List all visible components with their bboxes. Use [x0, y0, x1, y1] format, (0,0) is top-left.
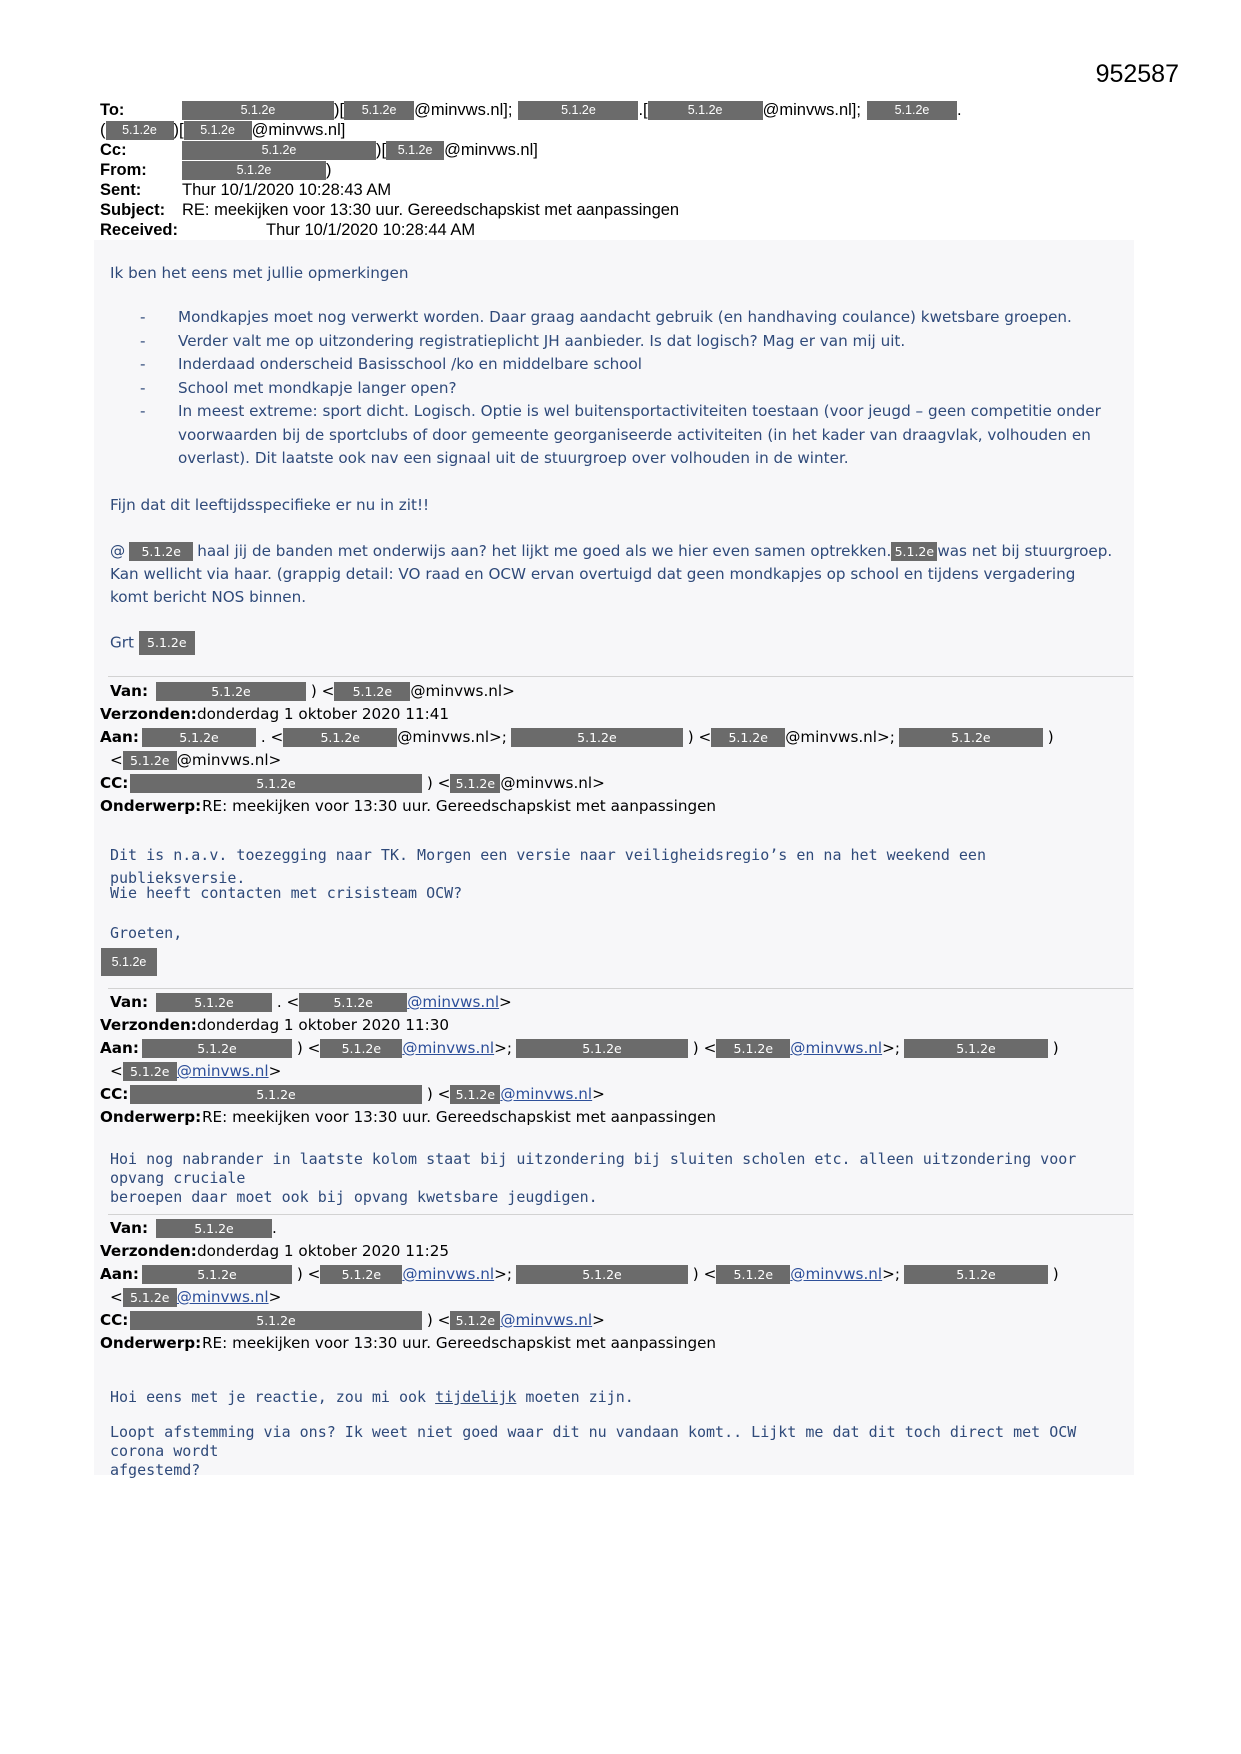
redacted-block: 5.1.2e [648, 101, 763, 120]
onderwerp-value: RE: meekijken voor 13:30 uur. Gereedschapskist met aanpassingen [202, 1334, 717, 1352]
van-label: Van: [110, 682, 149, 700]
redacted-block: 5.1.2e [139, 631, 195, 655]
bracket-text: ) < [682, 728, 712, 746]
bracket-text: < [110, 751, 123, 769]
email-link[interactable]: @minvws.nl [790, 1039, 883, 1057]
list-item: - In meest extreme: sport dicht. Logisch. Optie is wel buitensportactiviteiten toestaan (voor jeugd – geen competitie onder voorwaarden bij de sportclubs of door gemeente georganiseerde activiteiten (in het kader van draagvlak, volhouden en overlast). Dit laatste ook nav een signaal uit de stuurgroep over volhouden in de winter. [140, 402, 1101, 467]
to-domain: @minvws.nl]; [414, 101, 513, 119]
redacted-block: 5.1.2e [142, 1265, 292, 1284]
bracket-text: ) [1047, 1265, 1059, 1283]
verzonden-value: donderdag 1 oktober 2020 11:25 [197, 1242, 450, 1260]
bracket-text: > [268, 1062, 282, 1080]
redacted-block: 5.1.2e [320, 1265, 402, 1284]
period-text: . [956, 101, 962, 119]
redacted-block: 5.1.2e [904, 1265, 1048, 1284]
received-label: Received: [100, 221, 178, 239]
msg4-body [110, 1423, 1130, 1480]
bracket-text: >; [494, 1039, 512, 1057]
to-row [100, 100, 1160, 120]
msg1-bullet-list [140, 306, 1130, 471]
email-link[interactable]: @minvws.nl [790, 1265, 883, 1283]
aan-label: Aan: [100, 1039, 139, 1057]
list-item: - Verder valt me op uitzondering registratieplicht JH aanbieder. Is dat logisch? Mag er van mij uit. [140, 331, 906, 350]
redacted-block: 5.1.2e [156, 993, 272, 1012]
at-sign: @ [110, 542, 126, 560]
msg4-text: moeten zijn. [516, 1388, 634, 1406]
subject-value: RE: meekijken voor 13:30 uur. Gereedschapskist met aanpassingen [182, 201, 680, 219]
bracket-text: .[ [638, 101, 648, 119]
redacted-block: 5.1.2e [182, 141, 376, 160]
bracket-text: ) < [292, 1265, 321, 1283]
redacted-block: 5.1.2e [891, 542, 937, 561]
redacted-block: 5.1.2e [130, 1085, 422, 1104]
cc-label: Cc: [100, 141, 127, 159]
redacted-block: 5.1.2e [716, 1039, 790, 1058]
email-link[interactable]: @minvws.nl [402, 1265, 495, 1283]
redacted-block: 5.1.2e [101, 948, 157, 976]
verzonden-value: donderdag 1 oktober 2020 11:30 [197, 1016, 450, 1034]
bracket-text: > [268, 1288, 282, 1306]
onderwerp-value: RE: meekijken voor 13:30 uur. Gereedschapskist met aanpassingen [202, 797, 717, 815]
grt-text: Grt [110, 633, 134, 652]
bracket-text: )[ [376, 141, 387, 159]
sent-label: Sent: [100, 181, 142, 199]
bracket-text: ) [1042, 728, 1054, 746]
bracket-text: ) < [422, 1085, 451, 1103]
redacted-block: 5.1.2e [511, 728, 683, 747]
msg1-paragraph [110, 540, 1150, 609]
cc-domain: @minvws.nl] [444, 141, 538, 159]
tijdelijk-link[interactable]: tijdelijk [435, 1388, 517, 1406]
aan-domain: @minvws.nl> [176, 751, 282, 769]
bracket-text: ) < [422, 774, 451, 792]
bracket-text: > [592, 1085, 605, 1103]
redacted-block: 5.1.2e [344, 101, 414, 120]
redacted-block: 5.1.2e [516, 1039, 688, 1058]
redacted-block: 5.1.2e [184, 121, 252, 140]
redacted-block: 5.1.2e [123, 1288, 177, 1307]
sent-value: Thur 10/1/2020 10:28:43 AM [182, 181, 392, 199]
redacted-block: 5.1.2e [156, 1219, 272, 1238]
msg3-header [100, 991, 1150, 1129]
onderwerp-label: Onderwerp: [100, 797, 202, 815]
redacted-block: 5.1.2e [299, 993, 407, 1012]
bracket-text: >; [494, 1265, 512, 1283]
email-link[interactable]: @minvws.nl [402, 1039, 495, 1057]
bracket-text: ) < [687, 1265, 717, 1283]
bracket-text: )[ [334, 101, 345, 119]
redacted-block: 5.1.2e [142, 1039, 292, 1058]
msg2-line1: Dit is n.a.v. toezegging naar TK. Morgen een versie naar veiligheidsregio’s en na het weekend een publieksversie. [110, 846, 986, 887]
bracket-text: ) < [306, 682, 335, 700]
redacted-block: 5.1.2e [450, 774, 500, 793]
email-link[interactable]: @minvws.nl [176, 1288, 269, 1306]
divider [108, 1214, 1133, 1215]
list-item: - School met mondkapje langer open? [140, 378, 457, 397]
divider [108, 676, 1133, 677]
msg1-text: Kan wellicht via haar. (grappig detail: VO raad en OCW ervan overtuigd dat geen mondkapjes op school en tijdens vergadering [110, 565, 1076, 583]
redacted-block: 5.1.2e [516, 1265, 688, 1284]
redacted-block: 5.1.2e [716, 1265, 790, 1284]
msg4-text: Loopt afstemming via ons? Ik weet niet goed waar dit nu vandaan komt.. Lijkt me dat dit toch direct met OCW corona wordt [110, 1423, 1077, 1460]
redacted-block: 5.1.2e [142, 728, 256, 747]
bracket-text: ( [100, 121, 106, 139]
divider [108, 988, 1133, 989]
bracket-text: . < [256, 728, 284, 746]
bracket-text: ) [1047, 1039, 1059, 1057]
aan-domain: @minvws.nl>; [397, 728, 507, 746]
cc-row [100, 140, 1160, 160]
van-domain: @minvws.nl> [410, 682, 515, 700]
bracket-text: < [110, 1288, 123, 1306]
msg1-text: was net bij stuurgroep. [937, 542, 1113, 560]
msg4-line1 [110, 1386, 1130, 1409]
cc-label: CC: [100, 774, 129, 792]
bracket-text: ) [326, 161, 332, 179]
msg1-text: komt bericht NOS binnen. [110, 588, 307, 606]
email-header [100, 100, 1160, 240]
to-label: To: [100, 101, 125, 119]
bracket-text: ) < [687, 1039, 717, 1057]
onderwerp-label: Onderwerp: [100, 1334, 202, 1352]
sent-row [100, 180, 1160, 200]
msg3-text: beroepen daar moet ook bij opvang kwetsbare jeugdigen. [110, 1188, 598, 1206]
verzonden-value: donderdag 1 oktober 2020 11:41 [197, 705, 450, 723]
msg2-line2: Wie heeft contacten met crisisteam OCW? [110, 884, 463, 898]
list-item: - Mondkapjes moet nog verwerkt worden. Daar graag aandacht gebruik (en handhaving coulance) kwetsbare groepen. [140, 308, 1072, 326]
msg2-signature [101, 948, 157, 976]
redacted-block: 5.1.2e [283, 728, 397, 747]
email-link[interactable]: @minvws.nl [176, 1062, 269, 1080]
msg1-intro: Ik ben het eens met jullie opmerkingen [110, 264, 409, 282]
redacted-block: 5.1.2e [867, 101, 957, 120]
period-text: . [272, 1219, 277, 1237]
redacted-block: 5.1.2e [123, 751, 177, 770]
verzonden-label: Verzonden: [100, 1242, 197, 1260]
email-link[interactable]: @minvws.nl [500, 1085, 593, 1103]
van-label: Van: [110, 1219, 149, 1237]
redacted-block: 5.1.2e [123, 1062, 177, 1081]
msg2-header [100, 680, 1150, 818]
cc-label: CC: [100, 1311, 129, 1329]
msg4-text: Hoi eens met je reactie, zou mi ook [110, 1388, 436, 1406]
bracket-text: >; [882, 1265, 900, 1283]
to-row-cont [100, 120, 1160, 140]
redacted-block: 5.1.2e [450, 1311, 500, 1330]
redacted-block: 5.1.2e [129, 542, 193, 561]
msg4-text: afgestemd? [110, 1461, 201, 1479]
msg1-fijn: Fijn dat dit leeftijdsspecifieke er nu in zit!! [110, 496, 430, 514]
received-row [100, 220, 1160, 240]
to-domain: @minvws.nl] [251, 121, 346, 139]
cc-label: CC: [100, 1085, 129, 1103]
onderwerp-value: RE: meekijken voor 13:30 uur. Gereedschapskist met aanpassingen [202, 1108, 717, 1126]
redacted-block: 5.1.2e [106, 121, 174, 140]
redacted-block: 5.1.2e [130, 774, 422, 793]
aan-label: Aan: [100, 728, 139, 746]
bracket-text: )[ [173, 121, 184, 139]
redacted-block: 5.1.2e [182, 161, 326, 180]
email-link[interactable]: @minvws.nl [500, 1311, 593, 1329]
cc-domain: @minvws.nl> [500, 774, 605, 792]
van-label: Van: [110, 993, 149, 1011]
bracket-text: > [592, 1311, 605, 1329]
subject-label: Subject: [100, 201, 166, 219]
aan-label: Aan: [100, 1265, 139, 1283]
redacted-block: 5.1.2e [320, 1039, 402, 1058]
bracket-text: . < [272, 993, 300, 1011]
redacted-block: 5.1.2e [904, 1039, 1048, 1058]
email-link[interactable]: @minvws.nl [407, 993, 500, 1011]
verzonden-label: Verzonden: [100, 1016, 197, 1034]
msg1-signoff [110, 631, 1130, 655]
aan-domain: @minvws.nl>; [785, 728, 895, 746]
msg4-header [100, 1217, 1150, 1355]
verzonden-label: Verzonden: [100, 705, 197, 723]
redacted-block: 5.1.2e [386, 141, 444, 160]
redacted-block: 5.1.2e [450, 1085, 500, 1104]
list-item: - Inderdaad onderscheid Basisschool /ko en middelbare school [140, 355, 643, 373]
to-domain: @minvws.nl]; [762, 101, 861, 119]
bracket-text: >; [882, 1039, 900, 1057]
redacted-block: 5.1.2e [334, 682, 410, 701]
redacted-block: 5.1.2e [711, 728, 785, 747]
onderwerp-label: Onderwerp: [100, 1108, 202, 1126]
msg1-text: haal jij de banden met onderwijs aan? het lijkt me goed als we hier even samen optrekken. [197, 542, 892, 560]
msg2-groeten: Groeten, [110, 924, 183, 942]
redacted-block: 5.1.2e [156, 682, 306, 701]
from-label: From: [100, 161, 147, 179]
redacted-block: 5.1.2e [518, 101, 638, 120]
bracket-text: ) < [422, 1311, 451, 1329]
msg3-text: Hoi nog nabrander in laatste kolom staat bij uitzondering bij sluiten scholen etc. alleen uitzondering voor opvang cruciale [110, 1150, 1077, 1187]
from-row [100, 160, 1160, 180]
msg3-body [110, 1150, 1130, 1207]
redacted-block: 5.1.2e [899, 728, 1043, 747]
bracket-text: > [499, 993, 512, 1011]
subject-row [100, 200, 1160, 220]
bracket-text: < [110, 1062, 123, 1080]
redacted-block: 5.1.2e [130, 1311, 422, 1330]
redacted-block: 5.1.2e [182, 101, 334, 120]
bracket-text: ) < [292, 1039, 321, 1057]
received-value: Thur 10/1/2020 10:28:44 AM [266, 221, 476, 239]
document-number: 952587 [1095, 60, 1179, 88]
